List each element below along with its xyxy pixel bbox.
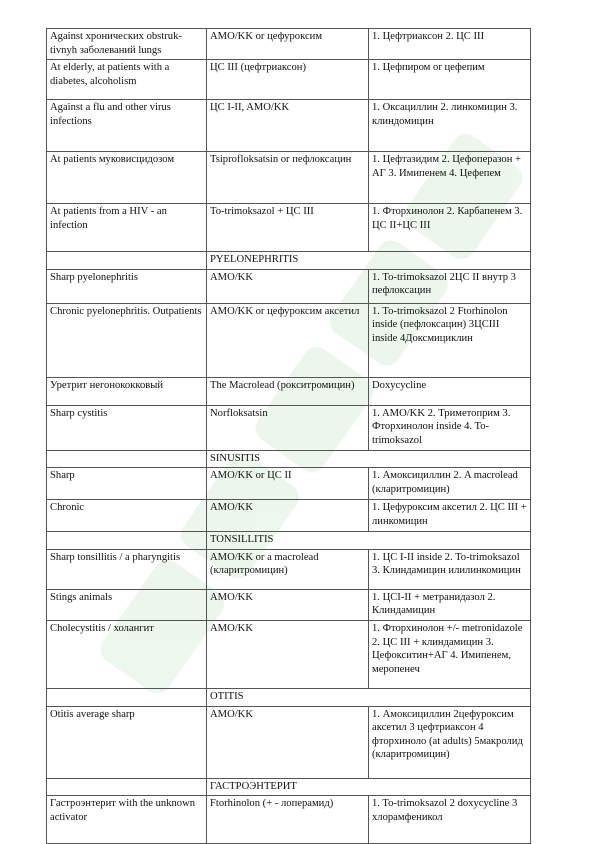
first-line-drug-cell: AMO/KK or a macrolead (кларитромицин) xyxy=(207,549,369,589)
first-line-drug-cell: ЦС I-II, AMO/KK xyxy=(207,100,369,152)
section-spacer xyxy=(47,532,207,550)
indication-cell: At patients from a HIV - an infection xyxy=(47,204,207,252)
table-row xyxy=(47,706,531,778)
table-row xyxy=(47,589,531,620)
indication-cell: Sharp pyelonephritis xyxy=(47,269,207,303)
section-header-row xyxy=(47,688,531,706)
indication-cell: Sharp tonsillitis / a pharyngitis xyxy=(47,549,207,589)
antibiotic-therapy-table xyxy=(46,28,531,844)
alternative-drugs-cell: 1. Цефтазидим 2. Цефоперазон + АГ 3. Имипенем 4. Цефепем xyxy=(369,152,531,204)
table-row xyxy=(47,303,531,377)
table-row xyxy=(47,549,531,589)
table-body xyxy=(47,29,531,844)
table-row xyxy=(47,377,531,405)
alternative-drugs-cell: 1. To-trimoksazol 2 doxycycline 3 хлорамфеникол xyxy=(369,796,531,844)
section-title: SINUSITIS xyxy=(207,450,531,468)
first-line-drug-cell: AMO/KK xyxy=(207,706,369,778)
first-line-drug-cell: AMO/KK xyxy=(207,589,369,620)
alternative-drugs-cell: 1. ЦС I-II inside 2. To-trimoksazol 3. Клиндамицин илилинкомицин xyxy=(369,549,531,589)
section-header-row xyxy=(47,532,531,550)
section-header-row xyxy=(47,450,531,468)
first-line-drug-cell: AMO/KK or ЦС II xyxy=(207,468,369,500)
table-row xyxy=(47,152,531,204)
table-row xyxy=(47,204,531,252)
alternative-drugs-cell: 1. Оксациллин 2. линкомицин 3. клиндомицин xyxy=(369,100,531,152)
alternative-drugs-cell: 1. To-trimoksazol 2 Ftorhinolon inside (пефлоксацин) 3ЦСIII inside 4Доксмициклин xyxy=(369,303,531,377)
table-row xyxy=(47,269,531,303)
first-line-drug-cell: Ftorhinolon (+ - лоперамид) xyxy=(207,796,369,844)
indication-cell: Cholecystitis / холангит xyxy=(47,620,207,688)
table-row xyxy=(47,500,531,532)
first-line-drug-cell: To-trimoksazol + ЦС III xyxy=(207,204,369,252)
section-title: TONSILLITIS xyxy=(207,532,531,550)
indication-cell: At patients муковисцидозом xyxy=(47,152,207,204)
table-row xyxy=(47,29,531,60)
table-row xyxy=(47,100,531,152)
indication-cell: Stings animals xyxy=(47,589,207,620)
alternative-drugs-cell: 1. AMO/KK 2. Триметоприм 3. Фторхинолон inside 4. To-trimoksazol xyxy=(369,405,531,450)
table-row xyxy=(47,796,531,844)
alternative-drugs-cell: Doxycycline xyxy=(369,377,531,405)
first-line-drug-cell: The Macrolead (рокситромицин) xyxy=(207,377,369,405)
indication-cell: Sharp xyxy=(47,468,207,500)
indication-cell: Chronic xyxy=(47,500,207,532)
section-header-row xyxy=(47,252,531,270)
indication-cell: Against a flu and other virus infections xyxy=(47,100,207,152)
alternative-drugs-cell: 1. Цефпиром or цефепим xyxy=(369,60,531,100)
alternative-drugs-cell: 1. ЦСI-II + метранидазол 2. Клиндамицин xyxy=(369,589,531,620)
first-line-drug-cell: ЦС III (цефтриаксон) xyxy=(207,60,369,100)
section-spacer xyxy=(47,450,207,468)
alternative-drugs-cell: 1. Фторхинолон 2. Карбапенем 3. ЦС II+ЦС III xyxy=(369,204,531,252)
table-row xyxy=(47,620,531,688)
section-spacer xyxy=(47,778,207,796)
alternative-drugs-cell: 1. To-trimoksazol 2ЦС II внутр 3 пефлоксацин xyxy=(369,269,531,303)
alternative-drugs-cell: 1. Фторхинолон +/- metronidazole 2. ЦС III + клиндамицин 3. Цефокситин+АГ 4. Имипенем, меропенеч xyxy=(369,620,531,688)
section-spacer xyxy=(47,688,207,706)
alternative-drugs-cell: 1. Цефтриаксон 2. ЦС III xyxy=(369,29,531,60)
table-row xyxy=(47,405,531,450)
alternative-drugs-cell: 1. Амоксициллин 2. A macrolead (кларитромицин) xyxy=(369,468,531,500)
indication-cell: Гастроэнтерит with the unknown activator xyxy=(47,796,207,844)
section-title: ГАСТРОЭНТЕРИТ xyxy=(207,778,531,796)
indication-cell: Chronic pyelonephritis. Outpatients xyxy=(47,303,207,377)
first-line-drug-cell: AMO/KK xyxy=(207,269,369,303)
section-spacer xyxy=(47,252,207,270)
alternative-drugs-cell: 1. Цефуроксим аксетил 2. ЦС III + линкомицин xyxy=(369,500,531,532)
first-line-drug-cell: Norfloksatsin xyxy=(207,405,369,450)
indication-cell: Уретрит негонококковый xyxy=(47,377,207,405)
indication-cell: Otitis average sharp xyxy=(47,706,207,778)
first-line-drug-cell: AMO/KK or цефуроксим xyxy=(207,29,369,60)
first-line-drug-cell: AMO/KK or цефуроксим аксетил xyxy=(207,303,369,377)
section-title: PYELONEPHRITIS xyxy=(207,252,531,270)
alternative-drugs-cell: 1. Амоксициллин 2цефуроксим аксетил 3 цефтриаксон 4 фторхиноло (at adults) 5макролид (кларитромицин) xyxy=(369,706,531,778)
indication-cell: Sharp cystitis xyxy=(47,405,207,450)
first-line-drug-cell: AMO/KK xyxy=(207,500,369,532)
first-line-drug-cell: Tsiprofloksatsin or пефлоксацин xyxy=(207,152,369,204)
indication-cell: Against хронических obstruk-tivnyh заболеваний lungs xyxy=(47,29,207,60)
indication-cell: At elderly, at patients with a diabetes, alcoholism xyxy=(47,60,207,100)
table-row xyxy=(47,60,531,100)
first-line-drug-cell: AMO/KK xyxy=(207,620,369,688)
table-row xyxy=(47,468,531,500)
section-header-row xyxy=(47,778,531,796)
section-title: OTITIS xyxy=(207,688,531,706)
